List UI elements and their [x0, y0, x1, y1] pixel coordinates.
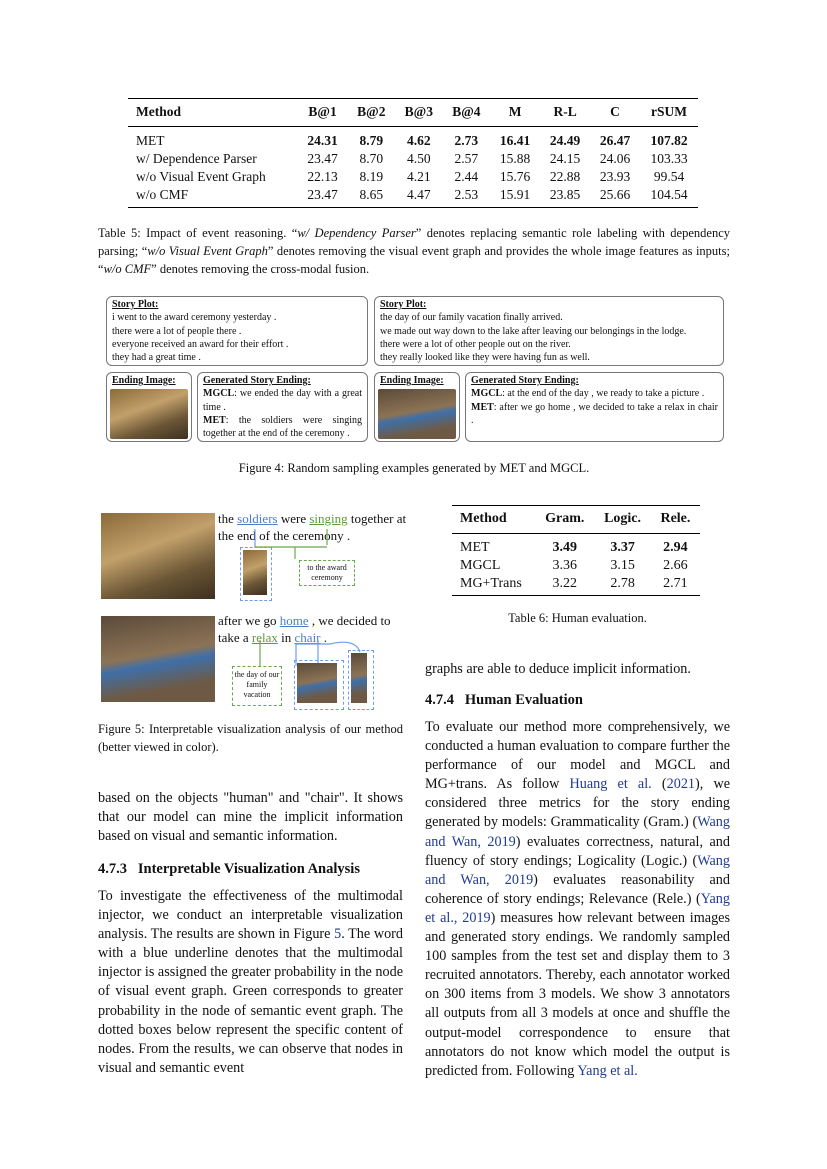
table-5-caption	[98, 224, 730, 278]
paragraph-text: ), we considered three metrics for the story ending generated by models: Grammaticality (Gram.) (	[425, 776, 730, 831]
col-header: B@1	[308, 104, 337, 119]
table-cell: 103.33	[650, 151, 688, 166]
semantic-word: singing	[309, 511, 348, 526]
story-plot-line: we made out way down to the lake after leaving our belongings in the lodge.	[380, 325, 687, 337]
sentence-text: together at the end of the ceremony .	[218, 511, 407, 543]
table-cell: 3.49	[552, 540, 577, 555]
met-ending	[203, 414, 362, 441]
table-cell: MET	[460, 540, 490, 555]
table-cell: 4.21	[407, 169, 431, 184]
caption-italic: w/o CMF	[103, 262, 152, 276]
paragraph-text: To investigate the effectiveness of the multimodal injector, we conduct an interpretable visualization analysis. The results are shown in Figure	[98, 888, 403, 943]
table-cell: 22.88	[549, 169, 581, 184]
table-cell: w/ Dependence Parser	[136, 151, 257, 166]
sentence-text: were	[277, 511, 310, 526]
met-label: MET	[471, 401, 494, 413]
col-header: B@2	[357, 104, 386, 119]
table-cell: 24.49	[549, 133, 581, 148]
paragraph-text: To evaluate our method more comprehensively, we conducted a human evaluation to compare further the performance of our model and MGCL and MG+trans. As follow	[425, 719, 730, 793]
table-row	[128, 186, 698, 208]
vacation-photo	[378, 389, 456, 439]
story-plot-box-left	[106, 296, 368, 366]
story-plot-line: they had a great time .	[112, 352, 201, 364]
table-cell: 104.54	[650, 187, 688, 202]
table-cell: MGCL	[460, 558, 501, 573]
table-cell: 26.47	[599, 133, 631, 148]
section-number: 4.7.4	[425, 692, 454, 708]
generated-ending-title: Generated Story Ending:	[471, 375, 579, 386]
table-cell: 2.78	[610, 576, 635, 591]
table-cell: 8.79	[359, 133, 384, 148]
ending-image-title: Ending Image:	[380, 375, 444, 386]
table-cell: 8.19	[359, 169, 384, 184]
table-cell: 15.88	[499, 151, 531, 166]
story-plot-line: everyone received an award for their effort .	[112, 338, 289, 350]
mgcl-label: MGCL	[203, 388, 235, 400]
paragraph-text: ) measures how relevant between images and generated story endings. We randomly sampled 100 samples from the test set and display them to 3 recruited annotators. Thereby, each annotator worked on 300 items from 3 models. We show 3 annotators all outputs from all 3 models at once and shuffle the output-model correspondence to ensure that annotators do not know which model the output is predicted from. Following	[425, 909, 730, 1079]
figure-link[interactable]: 5	[334, 926, 342, 943]
met-label: MET	[203, 414, 226, 426]
ending-image-box-right	[374, 372, 460, 442]
table-cell: 24.31	[307, 133, 338, 148]
citation-link[interactable]: Wang and Wan, 2019	[425, 814, 730, 850]
mgcl-text: : we ended the day with a great time .	[203, 388, 362, 413]
story-plot-line: i went to the award ceremony yesterday .	[112, 312, 277, 324]
table-cell: 24.06	[599, 151, 631, 166]
right-paragraph-2	[425, 718, 730, 1081]
table-row	[452, 575, 700, 596]
table-cell: 23.85	[549, 187, 581, 202]
table-cell: 25.66	[599, 187, 631, 202]
mgcl-ending	[471, 387, 718, 400]
table-cell: 8.65	[359, 187, 384, 202]
table-row	[128, 127, 698, 151]
section-4-7-3-heading	[98, 861, 403, 878]
table-cell: 4.50	[407, 151, 431, 166]
table-cell: 99.54	[653, 169, 685, 184]
generated-ending-box-right	[465, 372, 724, 442]
col-header: R-L	[553, 104, 577, 119]
node-photo	[351, 653, 367, 703]
soldiers-photo	[110, 389, 188, 439]
paragraph-text: ) evaluates reasonability and coherence of story endings; Relevance (Rele.) (	[425, 871, 730, 907]
sentence-text: , we decided to take a	[218, 613, 391, 645]
caption-text: ” denotes removing the cross-modal fusion.	[151, 262, 370, 276]
visual-word: soldiers	[237, 511, 278, 526]
col-header: C	[610, 104, 620, 119]
semantic-node-box: the day of our family vacation	[232, 666, 282, 706]
table-cell: 23.93	[599, 169, 631, 184]
col-header: B@3	[404, 104, 433, 119]
story-plot-line: there were a lot of other people out on the river.	[380, 338, 571, 350]
table-row	[452, 534, 700, 558]
table-cell: 16.41	[499, 133, 531, 148]
sentence-text: after we go	[218, 613, 280, 628]
table-6	[452, 505, 700, 596]
story-plot-box-right	[374, 296, 724, 366]
met-text: : the soldiers were singing together at the end of the ceremony .	[203, 414, 362, 440]
table-cell: 22.13	[307, 169, 338, 184]
visual-node-box	[240, 547, 272, 601]
story-plot-line: there were a lot of people there .	[112, 325, 242, 337]
sentence-text: .	[320, 630, 328, 645]
table-cell: w/o Visual Event Graph	[136, 169, 266, 184]
table-cell: 2.53	[454, 187, 479, 202]
table-cell: 4.62	[407, 133, 431, 148]
table-cell: w/o CMF	[136, 187, 189, 202]
section-title: Human Evaluation	[464, 692, 583, 708]
story-plot-line: the day of our family vacation finally arrived.	[380, 312, 563, 324]
ending-image-title: Ending Image:	[112, 375, 176, 386]
mgcl-ending	[203, 387, 362, 414]
left-paragraph-2	[98, 887, 403, 1078]
col-header: Method	[136, 104, 181, 119]
citation-link[interactable]: Huang et al.	[569, 776, 652, 793]
generated-ending-title: Generated Story Ending:	[203, 375, 311, 386]
ending-image-box-left	[106, 372, 192, 442]
right-paragraph-1: graphs are able to deduce implicit information.	[425, 661, 691, 677]
figure-5-caption: Figure 5: Interpretable visualization analysis of our method (better viewed in color).	[98, 722, 403, 754]
met-text: : after we go home , we decided to take a relax in chair .	[471, 401, 718, 426]
table-cell: 2.71	[663, 576, 688, 591]
col-header: Method	[460, 511, 507, 526]
citation-link[interactable]: 2021	[666, 776, 696, 793]
semantic-node-box: to the award ceremony	[299, 560, 355, 586]
soldiers-photo-large	[101, 513, 215, 599]
table-cell: 2.73	[454, 133, 479, 148]
citation-link[interactable]: Wang and Wan, 2019	[425, 852, 730, 888]
table-cell: 3.36	[552, 558, 577, 573]
sentence-text: in	[277, 630, 295, 645]
node-photo	[297, 663, 337, 703]
table-6-caption: Table 6: Human evaluation.	[508, 611, 647, 625]
table-cell: 2.57	[454, 151, 479, 166]
visual-node-box	[294, 660, 344, 710]
section-4-7-4-heading	[425, 692, 730, 709]
caption-text: ” denotes removing the visual event graph and provides the whole image features as inputs; “	[98, 244, 730, 276]
story-plot-title: Story Plot:	[112, 299, 159, 310]
vacation-photo-large	[101, 616, 215, 702]
col-header: rSUM	[651, 104, 688, 119]
table-cell: MG+Trans	[460, 576, 522, 591]
table-cell: MET	[136, 133, 165, 148]
table-cell: 2.66	[663, 558, 688, 573]
table-row	[128, 150, 698, 168]
table-cell: 2.94	[663, 540, 688, 555]
caption-italic: w/o Visual Event Graph	[147, 244, 268, 258]
table-cell: 15.76	[499, 169, 531, 184]
visual-word: home	[279, 613, 309, 628]
visual-word: chair	[294, 630, 321, 645]
table-cell: 107.82	[650, 133, 688, 148]
visual-node-box	[348, 650, 374, 710]
generated-ending-box-left	[197, 372, 368, 442]
caption-text: Table 5: Impact of event reasoning. “	[98, 226, 298, 240]
table-cell: 4.47	[407, 187, 431, 202]
table-header-row	[128, 99, 698, 127]
citation-link[interactable]: Yang et al., 2019	[425, 890, 730, 926]
table-cell: 24.15	[549, 151, 581, 166]
col-header: B@4	[452, 104, 481, 119]
caption-italic: w/ Dependency Parser	[297, 226, 416, 240]
met-ending	[471, 401, 718, 428]
col-header: Logic.	[604, 511, 642, 526]
left-paragraph-1: based on the objects "human" and "chair". It shows that our model can mine the implicit information based on visual and semantic information.	[98, 790, 403, 845]
semantic-word: relax	[251, 630, 278, 645]
mgcl-label: MGCL	[471, 388, 503, 400]
table-cell: 23.47	[307, 151, 338, 166]
table-cell: 8.70	[359, 151, 384, 166]
paragraph-text: (	[651, 776, 667, 793]
table-5	[128, 98, 698, 208]
table-cell: 2.44	[454, 169, 479, 184]
table-row	[128, 168, 698, 186]
table-cell: 3.22	[552, 576, 577, 591]
table-header-row	[452, 506, 700, 534]
sentence-text: the	[218, 511, 238, 526]
node-photo	[243, 550, 267, 595]
table-cell: 3.15	[610, 558, 635, 573]
caption-text: ” denotes replacing semantic role labeling with dependency parsing; “	[98, 226, 731, 258]
citation-link[interactable]: Yang et al.	[577, 1062, 638, 1079]
table-row	[452, 557, 700, 575]
col-header: M	[508, 104, 522, 119]
table-cell: 3.37	[610, 540, 635, 555]
col-header: Gram.	[545, 511, 585, 526]
story-plot-title: Story Plot:	[380, 299, 427, 310]
table-cell: 15.91	[499, 187, 531, 202]
paragraph-text: . The word with a blue underline denotes that the multimodal injector is assigned the greater probability in the node of visual event graph. Green corresponds to greater probability in the node of semantic event graph. The dotted boxes below represent the specific content of nodes. From the results, we can observe that nodes in visual and semantic event	[98, 926, 403, 1076]
paragraph-text: ) evaluates correctness, natural, and fluency of story endings; Logicality (Logic.) (	[425, 833, 730, 869]
section-number: 4.7.3	[98, 861, 127, 877]
col-header: Rele.	[660, 511, 691, 526]
mgcl-text: : at the end of the day , we ready to take a picture .	[502, 388, 705, 400]
figure-4-caption: Figure 4: Random sampling examples generated by MET and MGCL.	[238, 461, 590, 475]
story-plot-line: they really looked like they were having fun as well.	[380, 352, 590, 364]
section-title: Interpretable Visualization Analysis	[137, 861, 360, 877]
table-cell: 23.47	[307, 187, 338, 202]
